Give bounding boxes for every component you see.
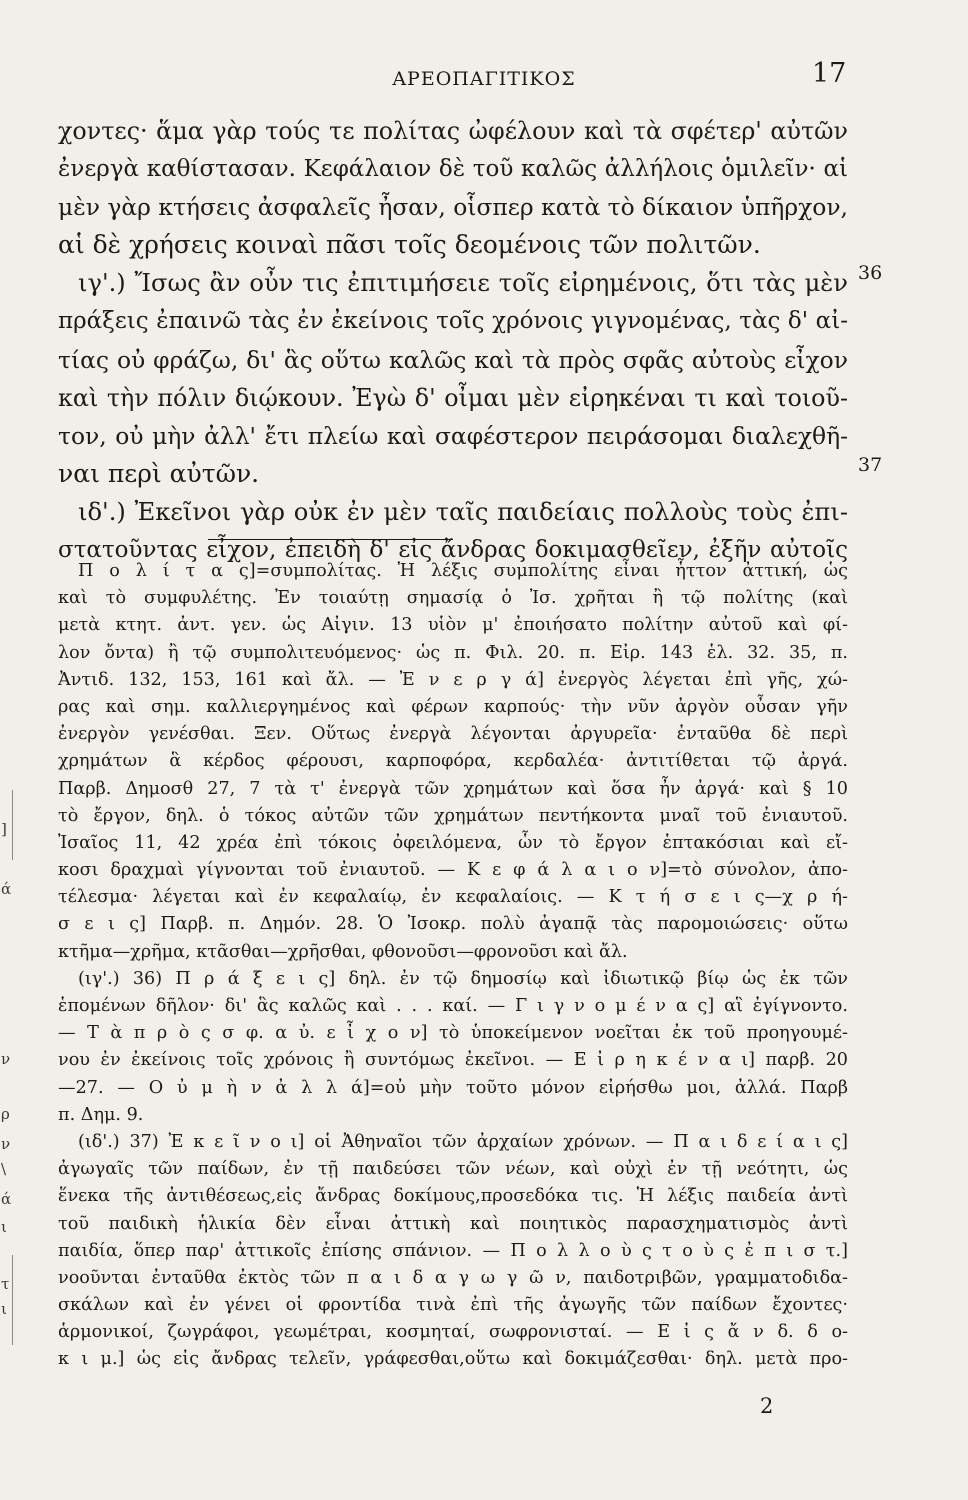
note-line: τοῦ παιδικὴ ἡλικία δὲν εἶναι ἀττικὴ καὶ ποιητικὸς παρασχηματισμὸς ἀντὶ: [58, 1213, 848, 1234]
text-line: ιδ'.) Ἐκεῖνοι γὰρ οὐκ ἐν μὲν ταῖς παιδείαις πολλοὺς τοὺς ἐπι-: [78, 497, 848, 526]
facing-page-edge: [0, 0, 14, 1500]
note-line: Π ο λ ί τ α ς]=συμπολίτας. Ἡ λέξις συμπολίτης εἶναι ἧττον ἀττική, ὡς: [78, 561, 848, 581]
note-line: σκάλων καὶ ἐν γένει οἱ φροντίδα τινὰ ἐπὶ τῆς ἀγωγῆς τῶν παίδων ἔχοντες·: [58, 1295, 848, 1316]
note-line: —27. — Ο ὐ μ ὴ ν ἀ λ λ ά]=οὐ μὴν τοῦτο μόνον εἰρήσθω μοι, ἀλλά. Παρβ: [58, 1077, 848, 1098]
note-line: νου ἐν ἐκείνοις τοῖς χρόνοις ἢ συντόμως ἐκεῖνοι. — Ε ἰ ρ η κ έ ν α ι] παρβ. 20: [58, 1050, 848, 1071]
note-line: χρημάτων ἃ κέρδος φέρουσι, καρποφόρα, κερδαλέα· ἀντιτίθεται τῷ ἀργά.: [58, 751, 848, 772]
note-line: ρας καὶ σημ. καλλιεργημένος καὶ φέρων καρπούς· τὴν νῦν ἀργὸν οὖσαν γῆν: [58, 696, 848, 717]
note-line: Ἀντιδ. 132, 153, 161 καὶ ἄλ. — Ἐ ν ε ρ γ ά] ἐνεργὸς λέγεται ἐπὶ γῆς, χώ-: [58, 669, 848, 690]
edge-line: [12, 1255, 13, 1345]
note-line: Παρβ. Δημοσθ 27, 7 τὰ τ' ἐνεργὰ τῶν χρημάτων καὶ ὅσα ἦν ἀργά· καὶ § 10: [58, 778, 848, 799]
edge-fragment: ι: [1, 1300, 7, 1318]
footnote-divider: [208, 539, 453, 540]
note-line: λον ὄντα) ἢ τῷ συμπολιτευόμενος· ὡς π. Φιλ. 20. π. Εἰρ. 143 ἑλ. 32. 35, π.: [58, 642, 848, 663]
note-line: παιδία, ὅπερ παρ' ἀττικοῖς ἐπίσης σπάνιον. — Π ο λ λ ο ὺ ς τ ο ὺ ς ἐ π ι σ τ.]: [58, 1240, 848, 1261]
note-line: κτῆμα—χρῆμα, κτᾶσθαι—χρῆσθαι, φθονοῦσι—φρονοῦσι καὶ ἄλ.: [58, 941, 628, 962]
note-line: κ ι μ.] ὡς εἰς ἄνδρας τελεῖν, γράφεσθαι,οὕτω καὶ δοκιμάζεσθαι· δηλ. μετὰ προ-: [58, 1349, 848, 1370]
edge-fragment: ]: [1, 820, 7, 838]
text-line: καὶ τὴν πόλιν διῴκουν. Ἐγὼ δ' οἶμαι μὲν εἰρηκέναι τι καὶ τοιοῦ-: [58, 383, 848, 412]
note-line: (ιδ'.) 37) Ἐ κ ε ῖ ν ο ι] οἱ Ἀθηναῖοι τῶν ἀρχαίων χρόνων. — Π α ι δ ε ί α ι ς]: [78, 1131, 848, 1152]
edge-line: [12, 790, 13, 860]
section-number: 37: [858, 454, 883, 476]
note-line: τέλεσμα· λέγεται καὶ ἐν κεφαλαίῳ, ἐν κεφαλαίοις. — Κ τ ή σ ε ι ς—χ ρ ή-: [58, 887, 848, 908]
page-number: 17: [812, 58, 847, 89]
text-line: χοντες· ἅμα γὰρ τούς τε πολίτας ὠφέλουν καὶ τὰ σφέτερ' αὐτῶν: [58, 117, 848, 145]
edge-fragment: ι: [1, 1218, 7, 1236]
note-line: σ ε ι ς] Παρβ. π. Δημόν. 28. Ὁ Ἰσοκρ. πολὺ ἀγαπᾷ τὰς παρομοιώσεις· οὕτω: [58, 914, 848, 935]
commentary-notes: [58, 558, 848, 1374]
note-line: ἁρμονικοί, ζωγράφοι, γεωμέτραι, κοσμηταί, σωφρονισταί. — Ε ἰ ς ἄ ν δ. δ ο-: [58, 1322, 848, 1343]
note-line: ἐνεργὸν γενέσθαι. Ξεν. Οὕτως ἐνεργὰ λέγονται ἀργυρεῖα· ἐνταῦθα δὲ περὶ: [58, 724, 848, 745]
text-line: στατοῦντας εἶχον, ἐπειδὴ δ' εἰς ἄνδρας δοκιμασθεῖεν, ἐξῆν αὐτοῖς: [58, 537, 848, 564]
text-line: τον, οὐ μὴν ἀλλ' ἔτι πλείω καὶ σαφέστερον πειράσομαι διαλεχθῆ-: [58, 421, 848, 450]
note-line: ἀγωγαῖς τῶν παίδων, ἐν τῇ παιδεύσει τῶν νέων, καὶ οὐχὶ ἐν τῇ νεότητι, ὡς: [58, 1159, 848, 1180]
note-line: μετὰ κτητ. ἀντ. γεν. ὡς Αἰγιν. 13 υἱὸν μ' ἐποιήσατο πολίτην αὐτοῦ καὶ φί-: [58, 615, 848, 636]
note-line: π. Δημ. 9.: [58, 1104, 144, 1125]
edge-fragment: ά: [1, 880, 12, 898]
note-line: τὸ ἔργον, δηλ. ὁ τόκος αὐτῶν τῶν χρημάτων πεντήκοντα μναῖ τοῦ ἐνιαυτοῦ.: [58, 805, 848, 826]
edge-fragment: ν: [1, 1135, 11, 1153]
running-header: ΑΡΕΟΠΑΓΙΤΙΚΟΣ: [392, 68, 576, 90]
text-line: τίας οὐ φράζω, δι' ἃς οὕτω καλῶς καὶ τὰ πρὸς σφᾶς αὐτοὺς εἶχον: [58, 345, 848, 374]
edge-fragment: ν: [1, 1050, 11, 1068]
note-line: Ἰσαῖος 11, 42 χρέα ἐπὶ τόκοις ὀφειλόμενα, ὧν τὸ ἔργον ἑπτακόσιαι καὶ εἴ-: [58, 832, 848, 853]
note-line: — Τ ὰ π ρ ὸ ς σ φ. α ὐ. ε ἶ χ ο ν] τὸ ὑποκείμενον νοεῖται ἐκ τοῦ προηγουμέ-: [58, 1023, 848, 1044]
note-line: κοσι δραχμαὶ γίγνονται τοῦ ἐνιαυτοῦ. — Κ ε φ ά λ α ι ο ν]=τὸ σύνολον, ἀπο-: [58, 860, 848, 881]
note-line: ἑπομένων δῆλον· δι' ἃς καλῶς καὶ . . . καί. — Γ ι γ ν ο μ έ ν α ς] αἳ ἐγίγνοντο.: [58, 996, 848, 1016]
note-line: (ιγ'.) 36) Π ρ ά ξ ε ι ς] δηλ. ἐν τῷ δημοσίῳ καὶ ἰδιωτικῷ βίῳ ὡς ἐκ τῶν: [78, 968, 848, 989]
text-line: μὲν γὰρ κτήσεις ἀσφαλεῖς ἦσαν, οἷσπερ κατὰ τὸ δίκαιον ὑπῆρχον,: [58, 193, 848, 222]
note-line: νοοῦνται ἐνταῦθα ἐκτὸς τῶν π α ι δ α γ ω γ ῶ ν, παιδοτριβῶν, γραμματοδιδα-: [58, 1267, 848, 1288]
edge-fragment: \: [1, 1160, 7, 1178]
text-line: αἱ δὲ χρήσεις κοιναὶ πᾶσι τοῖς δεομένοις τῶν πολιτῶν.: [58, 230, 761, 260]
edge-fragment: τ: [1, 1275, 10, 1293]
text-line: ιγ'.) Ἴσως ἂν οὖν τις ἐπιτιμήσειε τοῖς εἰρημένοις, ὅτι τὰς μὲν: [78, 269, 848, 298]
main-text: [58, 112, 848, 569]
note-line: ἕνεκα τῆς ἀντιθέσεως,εἰς ἄνδρας δοκίμους,προσεδόκα τις. Ἡ λέξις παιδεία ἀντὶ: [58, 1186, 848, 1207]
signature-mark: 2: [760, 1394, 774, 1418]
text-line: ἐνεργὰ καθίστασαν. Κεφάλαιον δὲ τοῦ καλῶς ἀλλήλοις ὁμιλεῖν· αἱ: [58, 156, 848, 183]
text-line: ναι περὶ αὐτῶν.: [58, 458, 260, 488]
edge-fragment: ρ: [1, 1105, 10, 1123]
note-line: καὶ τὸ συμφυλέτης. Ἐν τοιαύτῃ σημασίᾳ ὁ Ἰσ. χρῆται ἢ τῷ πολίτης (καὶ: [58, 588, 848, 609]
edge-fragment: ά: [1, 1190, 12, 1208]
section-number: 36: [858, 262, 883, 284]
text-line: πράξεις ἐπαινῶ τὰς ἐν ἐκείνοις τοῖς χρόνοις γιγνομένας, τὰς δ' αἰ-: [58, 308, 848, 335]
